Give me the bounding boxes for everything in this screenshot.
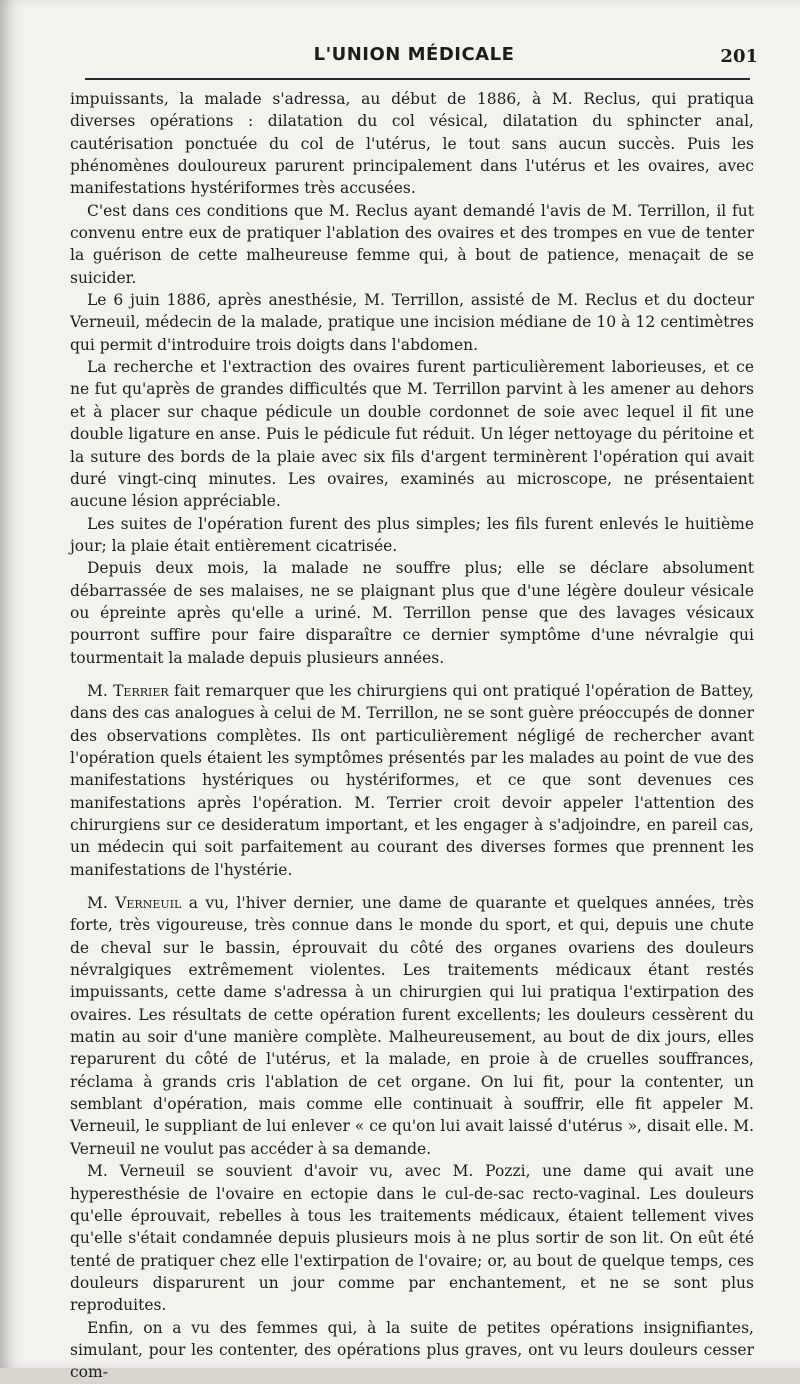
speaker-name: M. Verneuil [87, 894, 182, 913]
page-number: 201 [720, 46, 758, 67]
running-title: L'UNION MÉDICALE [313, 44, 515, 65]
paragraph: Le 6 juin 1886, après anesthésie, M. Terrillon, assisté de M. Reclus et du docteur Verneuil, médecin de la malade, pratique une incision médiane de 10 à 12 centimètres qui permit d'introduire trois doigts dans l'abdomen. [70, 291, 754, 354]
header-rule [85, 78, 750, 80]
paragraph: M. Terrier fait remarquer que les chirurgiens qui ont pratiqué l'opération de Battey, dans des cas analogues à celui de M. Terrillon, ne se sont guère préoccupés de donner des observations complètes. Ils ont particulièrement négligé de rechercher avant l'opération quels étaient les symptômes présentés par les malades au point de vue des manifestations hystériques ou hystériformes, et ce que sont devenues ces manifestations après l'opération. M. Terrier croit devoir appeler l'attention des chirurgiens sur ce desideratum important, et les engager à s'adjoindre, en pareil cas, un médecin qui soit parfaitement au courant des diverses formes que prennent les manifestations de l'hystérie. [70, 681, 754, 879]
page-header [70, 44, 758, 76]
article-body [70, 88, 754, 1384]
paragraph: impuissants, la malade s'adressa, au début de 1886, à M. Reclus, qui pratiqua diverses opérations : dilatation du col vésical, dilatation du sphincter anal, cautérisation ponctuée du col de l'utérus, le tout sans aucun succès. Puis les phénomènes douloureux parurent principalement dans l'utérus et les ovaires, avec manifestations hystériformes très accusées. [70, 90, 754, 198]
paragraph: La recherche et l'extraction des ovaires furent particulièrement laborieuses, et ce ne fut qu'après de grandes difficultés que M. Terrillon parvint à les amener au dehors et à placer sur chaque pédicule un double cordonnet de soie avec lequel il fit une double ligature en anse. Puis le pédicule fut réduit. Un léger nettoyage du péritoine et la suture des bords de la plaie avec six fils d'argent terminèrent l'opération qui avait duré vingt-cinq minutes. Les ovaires, examinés au microscope, ne présentaient aucune lésion appréciable. [70, 358, 754, 511]
paragraph: C'est dans ces conditions que M. Reclus ayant demandé l'avis de M. Terrillon, il fut convenu entre eux de pratiquer l'ablation des ovaires et des trompes en vue de tenter la guérison de cette malheureuse femme qui, à bout de patience, menaçait de se suicider. [70, 201, 754, 287]
paragraph: Les suites de l'opération furent des plus simples; les fils furent enlevés le huitième jour; la plaie était entièrement cicatrisée. [70, 514, 754, 555]
paragraph: Enfin, on a vu des femmes qui, à la suite de petites opérations insignifiantes, simulant, pour les contenter, des opérations plus graves, ont vu leurs douleurs cesser com- [70, 1318, 754, 1382]
speaker-name: M. Terrier [87, 681, 169, 700]
paragraph: M. Verneuil a vu, l'hiver dernier, une dame de quarante et quelques années, très forte, très vigoureuse, très connue dans le monde du sport, et qui, depuis une chute de cheval sur le bassin, éprouvait du côté des organes ovariens des douleurs névralgiques extrêmement violentes. Les traitements médicaux étant restés impuissants, cette dame s'adressa à un chirurgien qui lui pratiqua l'extirpation des ovaires. Les résultats de cette opération furent excellents; les douleurs cessèrent du matin au soir d'une manière complète. Malheureusement, au bout de dix jours, elles reparurent du côté de l'utérus, et la malade, en proie à de cruelles souffrances, réclama à grands cris l'ablation de cet organe. On lui fit, pour la contenter, un semblant d'opération, mais comme elle continuait à souffrir, elle fit appeler M. Verneuil, le suppliant de lui enlever « ce qu'on lui avait laissé d'utérus », disait elle. M. Verneuil ne voulut pas accéder à sa demande. [70, 894, 755, 1158]
paragraph: M. Verneuil se souvient d'avoir vu, avec M. Pozzi, une dame qui avait une hyperesthésie de l'ovaire en ectopie dans le cul-de-sac recto-vaginal. Les douleurs qu'elle éprouvait, rebelles à tous les traitements médicaux, étaient tellement vives qu'elle s'était condamnée depuis plusieurs mois à ne plus sortir de son lit. On eût été tenté de pratiquer chez elle l'extirpation de l'ovaire; or, au bout de quelque temps, ces douleurs disparurent un jour comme par enchantement, et ne se sont plus reproduites. [70, 1162, 754, 1315]
paragraph: Depuis deux mois, la malade ne souffre plus; elle se déclare absolument débarrassée de ses malaises, ne se plaignant plus que d'une légère douleur vésicale ou épreinte après qu'elle a uriné. M. Terrillon pense que des lavages vésicaux pourront suffire pour faire disparaître ce dernier symptôme d'une névralgie qui tourmentait la malade depuis plusieurs années. [70, 559, 754, 667]
